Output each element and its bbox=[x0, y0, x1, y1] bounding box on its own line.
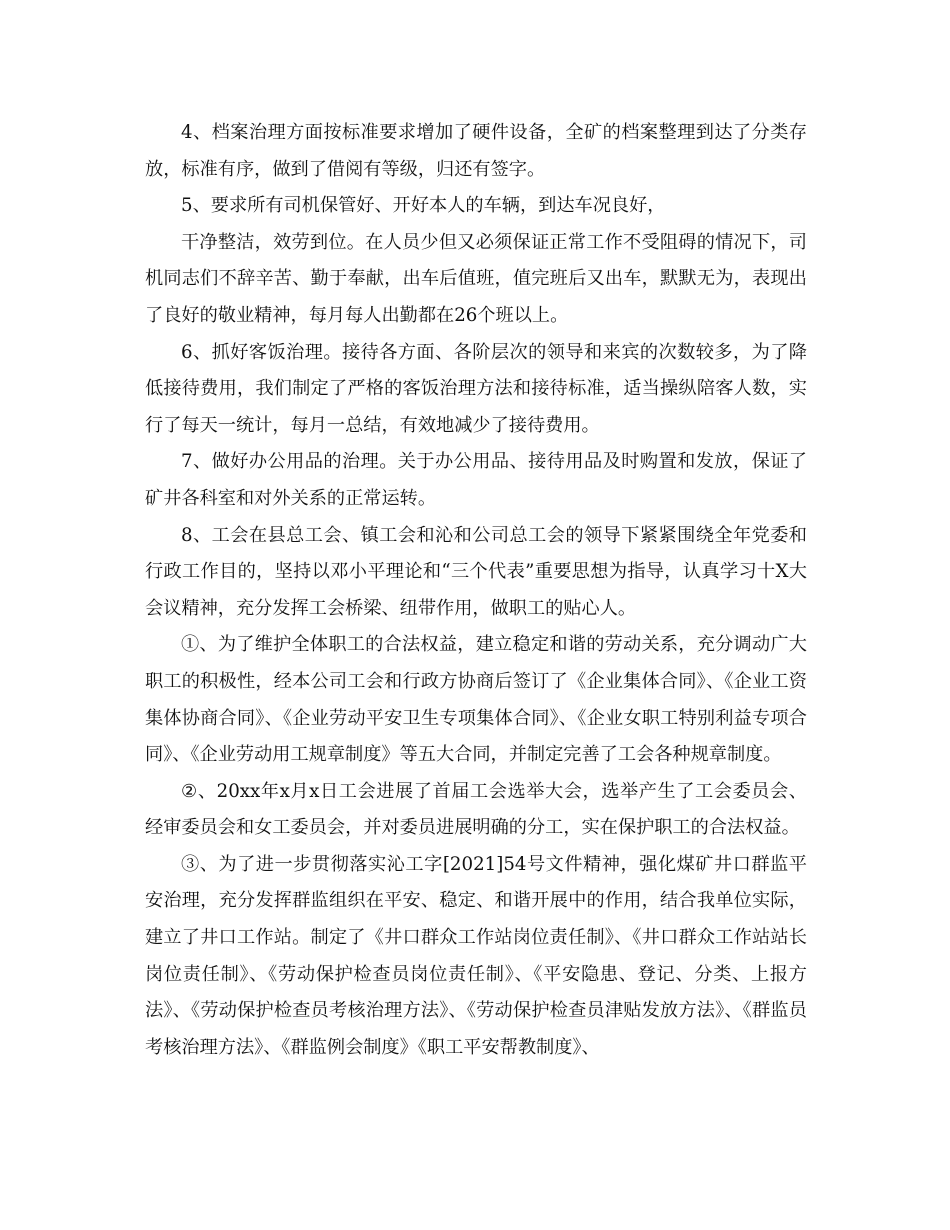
paragraph-union-work: 8、工会在县总工会、镇工会和沁和公司总工会的领导下紧紧围绕全年党委和行政工作目的，坚持以邓小平理论和“三个代表”重要思想为指导，认真学习十X大会议精神，充分发挥工会桥梁、纽带作用，做职工的贴心人。 bbox=[145, 524, 807, 619]
paragraph-union-contracts: ①、为了维护全体职工的合法权益，建立稳定和谐的劳动关系，充分调动广大职工的积极性，经本公司工会和行政方协商后签订了《企业集体合同》、《企业工资集体协商合同》、《企业劳动平安卫生专项集体合同》、《企业女职工特别利益专项合同》、《企业劳动用工规章制度》等五大合同，并制定完善了工会各种规章制度。 bbox=[145, 634, 807, 766]
paragraph-reception-management: 6、抓好客饭治理。接待各方面、各阶层次的领导和来宾的次数较多，为了降低接待费用，我们制定了严格的客饭治理方法和接待标准，适当操纵陪客人数，实行了每天一统计，每月一总结，有效地减少了接待费用。 bbox=[145, 341, 807, 436]
paragraph-union-election: ②、20xx年x月x日工会进展了首届工会选举大会，选举产生了工会委员会、经审委员会和女工委员会，并对委员进展明确的分工，实在保护职工的合法权益。 bbox=[145, 780, 807, 839]
document-body bbox=[145, 115, 807, 1066]
paragraph-office-supplies: 7、做好办公用品的治理。关于办公用品、接待用品及时购置和发放，保证了矿井各科室和对外关系的正常运转。 bbox=[145, 451, 807, 509]
paragraph-driver-dedication: 干净整洁，效劳到位。在人员少但又必须保证正常工作不受阻碍的情况下，司机同志们不辞辛苦、勤于奉献，出车后值班，值完班后又出车，默默无为，表现出了良好的敬业精神，每月每人出勤都在26个班以上。 bbox=[145, 231, 807, 326]
paragraph-archive-management: 4、档案治理方面按标准要求增加了硬件设备，全矿的档案整理到达了分类存放，标准有序，做到了借阅有等级，归还有签字。 bbox=[145, 122, 807, 180]
paragraph-wellhead-station: ③、为了进一步贯彻落实沁工字[2021]54号文件精神，强化煤矿井口群监平安治理，充分发挥群监组织在平安、稳定、和谐开展中的作用，结合我单位实际，建立了井口工作站。制定了《井口群众工作站岗位责任制》、《井口群众工作站站长岗位责任制》、《劳动保护检查员岗位责任制》、《平安隐患、登记、分类、上报方法》、《劳动保护检查员考核治理方法》、《劳动保护检查员津贴发放方法》、《群监员考核治理方法》、《群监例会制度》《职工平安帮教制度》、 bbox=[145, 853, 807, 1058]
paragraph-driver-requirements: 5、要求所有司机保管好、开好本人的车辆，到达车况良好， bbox=[181, 195, 666, 217]
